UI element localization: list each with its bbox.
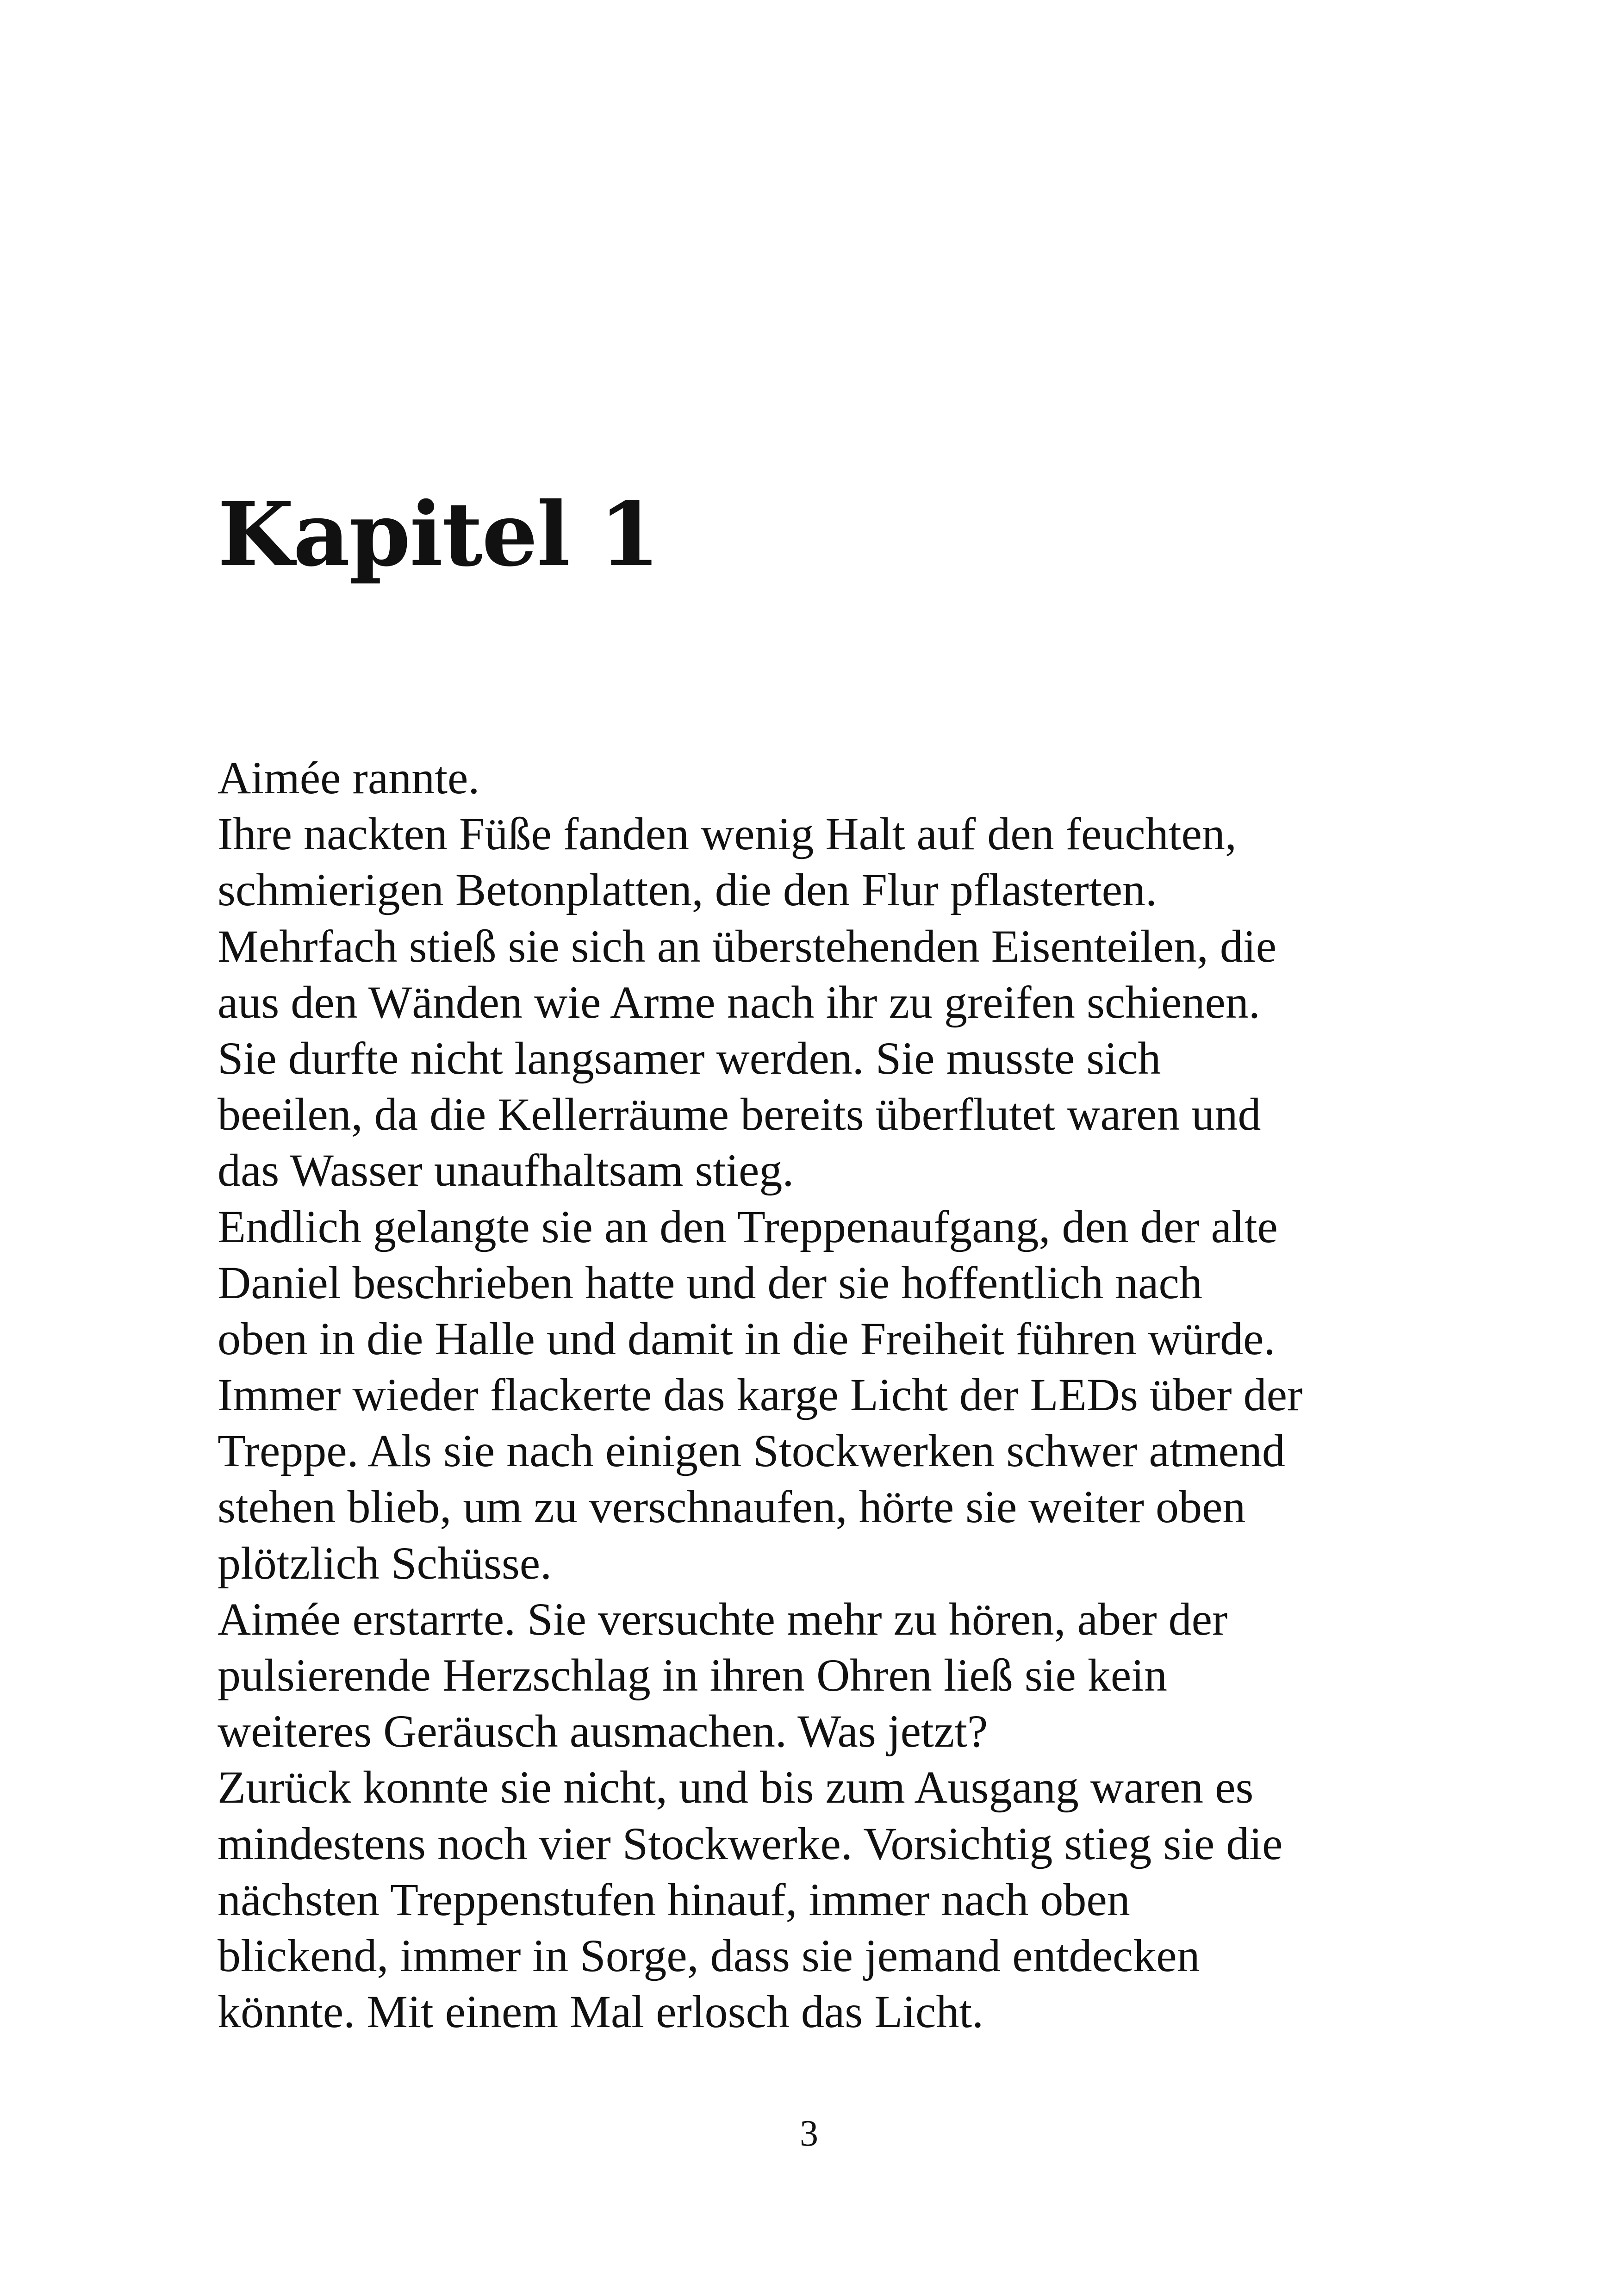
text-line: Aimée rannte. xyxy=(218,752,480,803)
text-line: könnte. Mit einem Mal erlosch das Licht. xyxy=(218,1986,984,2038)
text-line: plötzlich Schüsse. xyxy=(218,1537,552,1589)
text-line: Immer wieder flackerte das karge Licht der LEDs über der xyxy=(218,1369,1303,1421)
text-line: oben in die Halle und damit in die Freiheit führen würde. xyxy=(218,1313,1276,1364)
text-line: schmierigen Betonplatten, die den Flur pflasterten. xyxy=(218,864,1157,916)
text-line: Mehrfach stieß sie sich an überstehenden Eisenteilen, die xyxy=(218,920,1277,972)
text-line: Sie durfte nicht langsamer werden. Sie musste sich xyxy=(218,1032,1161,1084)
text-line: Treppe. Als sie nach einigen Stockwerken schwer atmend xyxy=(218,1425,1285,1477)
page-number: 3 xyxy=(800,2113,818,2154)
text-line: Ihre nackten Füße fanden wenig Halt auf den feuchten, xyxy=(218,808,1237,860)
text-line: Daniel beschrieben hatte und der sie hoffentlich nach xyxy=(218,1257,1202,1308)
text-line: Zurück konnte sie nicht, und bis zum Ausgang waren es xyxy=(218,1761,1254,1813)
text-line: stehen blieb, um zu verschnaufen, hörte sie weiter oben xyxy=(218,1481,1246,1533)
text-line: Endlich gelangte sie an den Treppenaufgang, den der alte xyxy=(218,1201,1278,1252)
text-line: blickend, immer in Sorge, dass sie jemand entdecken xyxy=(218,1929,1200,1981)
text-line: nächsten Treppenstufen hinauf, immer nach oben xyxy=(218,1873,1130,1925)
body-text xyxy=(218,750,1430,2040)
text-line: weiteres Geräusch ausmachen. Was jetzt? xyxy=(218,1705,988,1757)
text-line: pulsierende Herzschlag in ihren Ohren ließ sie kein xyxy=(218,1649,1168,1701)
text-line: aus den Wänden wie Arme nach ihr zu greifen schienen. xyxy=(218,976,1260,1028)
chapter-title: Kapitel 1 xyxy=(218,483,660,586)
text-line: das Wasser unaufhaltsam stieg. xyxy=(218,1145,794,1196)
text-line: beeilen, da die Kellerräume bereits überflutet waren und xyxy=(218,1089,1261,1140)
text-line: mindestens noch vier Stockwerke. Vorsichtig stieg sie die xyxy=(218,1817,1283,1869)
text-line: Aimée erstarrte. Sie versuchte mehr zu hören, aber der xyxy=(218,1593,1228,1645)
